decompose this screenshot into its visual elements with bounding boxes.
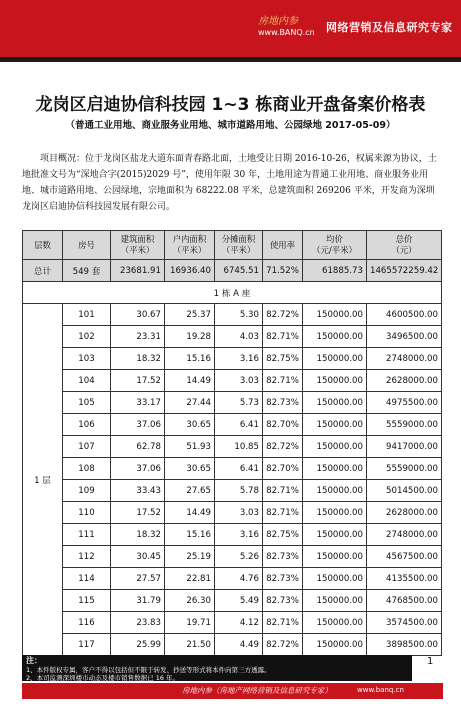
table-cell: 15.16: [165, 348, 215, 370]
table-cell: 5.49: [215, 590, 263, 612]
table-cell: 19.71: [165, 612, 215, 634]
note-line-1: 1、本件版权专属，客户不得以包括但不限于转发、抄送等形式将本件向第三方透露。: [26, 666, 271, 674]
column-header: 户内面积 （平米）: [165, 231, 215, 260]
table-row: [23, 524, 442, 546]
section-row: [23, 282, 442, 304]
table-cell: 111: [63, 524, 111, 546]
table-cell: 82.70%: [263, 414, 303, 436]
table-cell: 3.16: [215, 524, 263, 546]
table-cell: 2628000.00: [367, 502, 442, 524]
total-cell: 549 套: [63, 260, 111, 282]
table-row: [23, 326, 442, 348]
table-cell: 4567500.00: [367, 546, 442, 568]
table-cell: 5559000.00: [367, 414, 442, 436]
table-cell: 150000.00: [303, 414, 367, 436]
notes-box: [22, 655, 412, 681]
table-cell: 109: [63, 480, 111, 502]
column-header: 均价 （元/平米）: [303, 231, 367, 260]
table-cell: 82.73%: [263, 590, 303, 612]
table-cell: 62.78: [111, 436, 165, 458]
page-title: 龙岗区启迪协信科技园 1~3 栋商业开盘备案价格表: [35, 95, 426, 115]
table-cell: 37.06: [111, 458, 165, 480]
table-cell: 30.65: [165, 458, 215, 480]
table-cell: 3496500.00: [367, 326, 442, 348]
table-cell: 3.03: [215, 370, 263, 392]
table-cell: 82.73%: [263, 546, 303, 568]
table-row: [23, 436, 442, 458]
table-cell: 82.75%: [263, 348, 303, 370]
table-cell: 104: [63, 370, 111, 392]
table-cell: 2748000.00: [367, 348, 442, 370]
table-cell: 82.70%: [263, 458, 303, 480]
table-cell: 3574500.00: [367, 612, 442, 634]
table-cell: 6.41: [215, 414, 263, 436]
table-cell: 18.32: [111, 524, 165, 546]
header-black-rule: [0, 57, 461, 62]
footer-brand: 房地内参（房地产网络营销及信息研究专家）: [182, 686, 332, 695]
page-number: 1: [427, 656, 434, 667]
table-cell: 105: [63, 392, 111, 414]
total-cell: 6745.51: [215, 260, 263, 282]
table-cell: 3.16: [215, 348, 263, 370]
table-cell: 117: [63, 634, 111, 656]
table-cell: 110: [63, 502, 111, 524]
table-header-row: [23, 231, 442, 260]
table-cell: 6.41: [215, 458, 263, 480]
brand-block: [258, 10, 454, 46]
table-cell: 25.37: [165, 304, 215, 326]
table-cell: 150000.00: [303, 612, 367, 634]
table-cell: 25.99: [111, 634, 165, 656]
table-cell: 26.30: [165, 590, 215, 612]
table-cell: 30.67: [111, 304, 165, 326]
total-cell: 61885.73: [303, 260, 367, 282]
table-row: [23, 634, 442, 656]
table-cell: 14.49: [165, 502, 215, 524]
table-cell: 9417000.00: [367, 436, 442, 458]
table-cell: 2748000.00: [367, 524, 442, 546]
table-cell: 17.52: [111, 502, 165, 524]
notes-label: 注：: [26, 656, 42, 665]
table-cell: 14.49: [165, 370, 215, 392]
table-cell: 82.71%: [263, 480, 303, 502]
table-cell: 108: [63, 458, 111, 480]
table-cell: 82.73%: [263, 568, 303, 590]
table-cell: 4600500.00: [367, 304, 442, 326]
table-cell: 27.65: [165, 480, 215, 502]
table-cell: 23.31: [111, 326, 165, 348]
table-cell: 150000.00: [303, 436, 367, 458]
table-cell: 17.52: [111, 370, 165, 392]
note-line-2: 2、本司监测深圳楼市动态及楼市销售数据已 16 年。: [26, 674, 180, 682]
table-cell: 33.17: [111, 392, 165, 414]
table-cell: 5.26: [215, 546, 263, 568]
table-cell: 150000.00: [303, 546, 367, 568]
table-cell: 150000.00: [303, 524, 367, 546]
table-row: [23, 480, 442, 502]
table-cell: 25.19: [165, 546, 215, 568]
table-row: [23, 348, 442, 370]
table-cell: 23.83: [111, 612, 165, 634]
table-cell: 22.81: [165, 568, 215, 590]
table-row: [23, 590, 442, 612]
table-cell: 31.79: [111, 590, 165, 612]
table-cell: 10.85: [215, 436, 263, 458]
column-header: 分摊面积 （平米）: [215, 231, 263, 260]
table-cell: 116: [63, 612, 111, 634]
table-cell: 15.16: [165, 524, 215, 546]
table-cell: 2628000.00: [367, 370, 442, 392]
table-cell: 102: [63, 326, 111, 348]
table-cell: 106: [63, 414, 111, 436]
table-cell: 82.72%: [263, 634, 303, 656]
table-cell: 5559000.00: [367, 458, 442, 480]
brand-url: www.BANQ.cn: [258, 28, 315, 37]
table-cell: 150000.00: [303, 568, 367, 590]
column-header: 总价 （元）: [367, 231, 442, 260]
total-cell: 16936.40: [165, 260, 215, 282]
table-cell: 3.03: [215, 502, 263, 524]
table-cell: 150000.00: [303, 458, 367, 480]
table-cell: 19.28: [165, 326, 215, 348]
table-cell: 150000.00: [303, 370, 367, 392]
table-cell: 112: [63, 546, 111, 568]
table-cell: 150000.00: [303, 348, 367, 370]
table-cell: 82.72%: [263, 304, 303, 326]
table-cell: 3898500.00: [367, 634, 442, 656]
table-cell: 21.50: [165, 634, 215, 656]
table-cell: 107: [63, 436, 111, 458]
table-cell: 115: [63, 590, 111, 612]
total-cell: 总计: [23, 260, 63, 282]
table-cell: 30.65: [165, 414, 215, 436]
table-cell: 18.32: [111, 348, 165, 370]
table-cell: 82.71%: [263, 326, 303, 348]
table-cell: 5.73: [215, 392, 263, 414]
total-cell: 23681.91: [111, 260, 165, 282]
table-cell: 82.72%: [263, 436, 303, 458]
table-row: [23, 304, 442, 326]
column-header: 使用率: [263, 231, 303, 260]
total-cell: 1465572259.42: [367, 260, 442, 282]
page-subtitle: （普通工业用地、商业服务业用地、城市道路用地、公园绿地 2017-05-09）: [65, 120, 396, 131]
table-cell: 82.73%: [263, 392, 303, 414]
column-header: 房号: [63, 231, 111, 260]
section-label: 1 栋 A 座: [23, 282, 442, 304]
table-cell: 103: [63, 348, 111, 370]
table-row: [23, 392, 442, 414]
table-row: [23, 568, 442, 590]
table-cell: 5.78: [215, 480, 263, 502]
table-cell: 82.71%: [263, 370, 303, 392]
table-cell: 27.44: [165, 392, 215, 414]
table-cell: 150000.00: [303, 634, 367, 656]
table-cell: 150000.00: [303, 502, 367, 524]
table-cell: 27.57: [111, 568, 165, 590]
table-cell: 150000.00: [303, 480, 367, 502]
total-cell: 71.52%: [263, 260, 303, 282]
column-header: 建筑面积 （平米）: [111, 231, 165, 260]
table-cell: 150000.00: [303, 304, 367, 326]
header-banner: [0, 0, 461, 62]
table-cell: 82.71%: [263, 612, 303, 634]
total-row: [23, 260, 442, 282]
table-row: [23, 458, 442, 480]
table-cell: 30.45: [111, 546, 165, 568]
column-header: 层数: [23, 231, 63, 260]
table-cell: 37.06: [111, 414, 165, 436]
table-cell: 5014500.00: [367, 480, 442, 502]
table-cell: 101: [63, 304, 111, 326]
table-cell: 4975500.00: [367, 392, 442, 414]
table-cell: 82.75%: [263, 524, 303, 546]
footer-banner: [22, 683, 443, 699]
table-row: [23, 546, 442, 568]
table-cell: 4135500.00: [367, 568, 442, 590]
table-row: [23, 370, 442, 392]
table-cell: 114: [63, 568, 111, 590]
table-cell: 51.93: [165, 436, 215, 458]
price-table: [22, 230, 442, 656]
table-row: [23, 612, 442, 634]
table-row: [23, 414, 442, 436]
table-cell: 4.76: [215, 568, 263, 590]
brand-slogan: 网络营销及信息研究专家: [326, 21, 453, 34]
table-cell: 4.12: [215, 612, 263, 634]
footer-url: www.banq.cn: [357, 686, 404, 694]
table-cell: 150000.00: [303, 590, 367, 612]
table-cell: 4.03: [215, 326, 263, 348]
table-cell: 33.43: [111, 480, 165, 502]
table-cell: 150000.00: [303, 326, 367, 348]
table-cell: 82.71%: [263, 502, 303, 524]
project-summary: 项目概况：位于龙岗区盐龙大道东面青春路北面，土地受让日期 2016-10-26，权属来源为协议，土地批准文号为“深地合字(2015)2029 号”，使用年限 30 年，土地用途为普通工业用地、商业服务业用地、城市道路用地、公园绿地，宗地面积为 68222.08 平米，总建筑面积 269206 平米，开发商为深圳龙岗区启迪协信科技园发展有限公司。: [22, 154, 437, 212]
table-cell: 4.49: [215, 634, 263, 656]
table-cell: 5.30: [215, 304, 263, 326]
brand-logo-text: 房地内参: [258, 16, 298, 27]
table-row: [23, 502, 442, 524]
table-cell: 150000.00: [303, 392, 367, 414]
table-cell: 4768500.00: [367, 590, 442, 612]
floor-label: 1 层: [23, 304, 63, 656]
